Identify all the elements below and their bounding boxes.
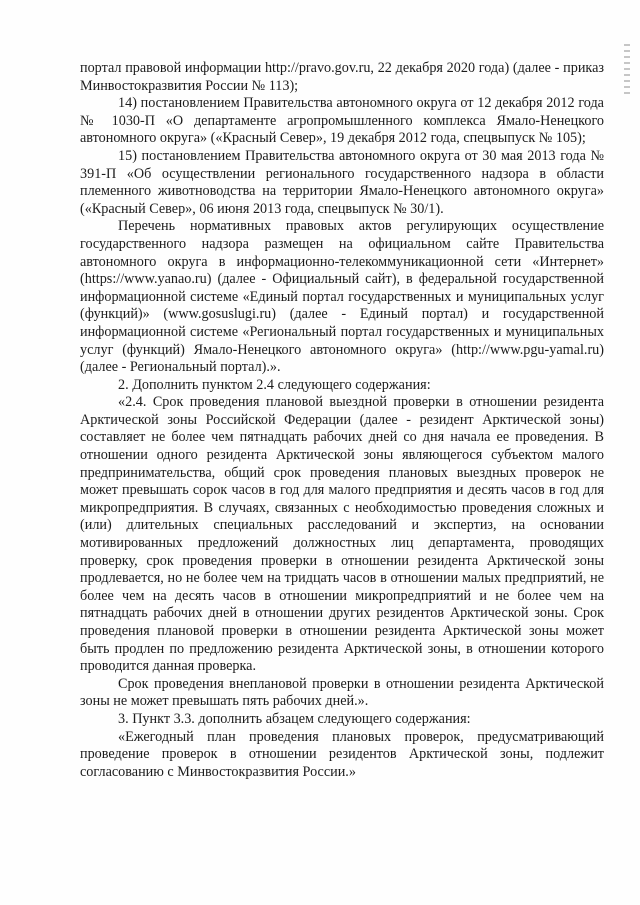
- paragraph-clause-2-4: «2.4. Срок проведения плановой выездной проверки в отношении резидента Арктической зоны Российской Федерации (далее - резидент Арктической зоны) составляет не более чем пятнадцать рабочих дней со дня начала ее проведения. В отношении одного резидента Арктической зоны являющегося субъектом малого предпринимательства, общий срок проведения плановых выездных проверок не может превышать сорок часов в год для малого предприятия и десять часов в год для микропредприятия. В случаях, связанных с необходимостью проведения сложных и (или) длительных специальных расследований и экспертиз, на основании мотивированных предложений должностных лиц департамента, проводящих проверку, срок проведения проверки в отношении резидента Арктической зоны продлевается, но не более чем на тридцать часов в отношении малых предприятий, не более чем на десять часов в отношении микропредприятий и не более чем на пятнадцать рабочих дней в отношении других резидентов Арктической зоны. Срок проведения плановой проверки в отношении резидента Арктической зоны может быть продлен по предложению резидента Арктической зоны, в отношении которого проводится данная проверка.: [80, 394, 604, 675]
- paragraph-acts-list: Перечень нормативных правовых актов регулирующих осуществление государственного надзора размещен на официальном сайте Правительства автономного округа в информационно-телекоммуникационной сети «Интернет» (https://www.yanao.ru) (далее - Официальный сайт), в федеральной государственной информационной системе «Единый портал государственных и муниципальных услуг (функций)» (www.gosuslugi.ru) (далее - Единый портал) и государственной информационной системе «Региональный портал государственных и муниципальных услуг (функций) Ямало-Ненецкого автономного округа» (http://www.pgu-yamal.ru) (далее - Региональный портал).».: [80, 218, 604, 376]
- document-body: [80, 60, 604, 781]
- paragraph-unscheduled-check: Срок проведения внеплановой проверки в отношении резидента Арктической зоны не может превышать пять рабочих дней.».: [80, 675, 604, 710]
- paragraph-amendment-3: 3. Пункт 3.3. дополнить абзацем следующего содержания:: [118, 710, 471, 727]
- paragraph-amendment-2: 2. Дополнить пунктом 2.4 следующего содержания:: [118, 376, 431, 393]
- margin-scan-mark: [624, 44, 630, 94]
- paragraph-item-14: 14) постановлением Правительства автономного округа от 12 декабря 2012 года № 1030-П «О департаменте агропромышленного комплекса Ямало-Ненецкого автономного округа» («Красный Север», 19 декабря 2012 года, спецвыпуск № 105);: [80, 95, 604, 147]
- paragraph-pravo-portal: портал правовой информации http://pravo.gov.ru, 22 декабря 2020 года) (далее - приказ Минвостокразвития России № 113);: [80, 60, 604, 94]
- paragraph-item-15: 15) постановлением Правительства автономного округа от 30 мая 2013 года № 391-П «Об осуществлении регионального государственного надзора в области племенного животноводства на территории Ямало-Ненецкого автономного округа» («Красный Север», 06 июня 2013 года, спецвыпуск № 30/1).: [80, 147, 604, 217]
- paragraph-annual-plan: «Ежегодный план проведения плановых проверок, предусматривающий проведение проверок в отношении резидентов Арктической зоны, подлежит согласованию с Минвостокразвития России.»: [80, 728, 604, 780]
